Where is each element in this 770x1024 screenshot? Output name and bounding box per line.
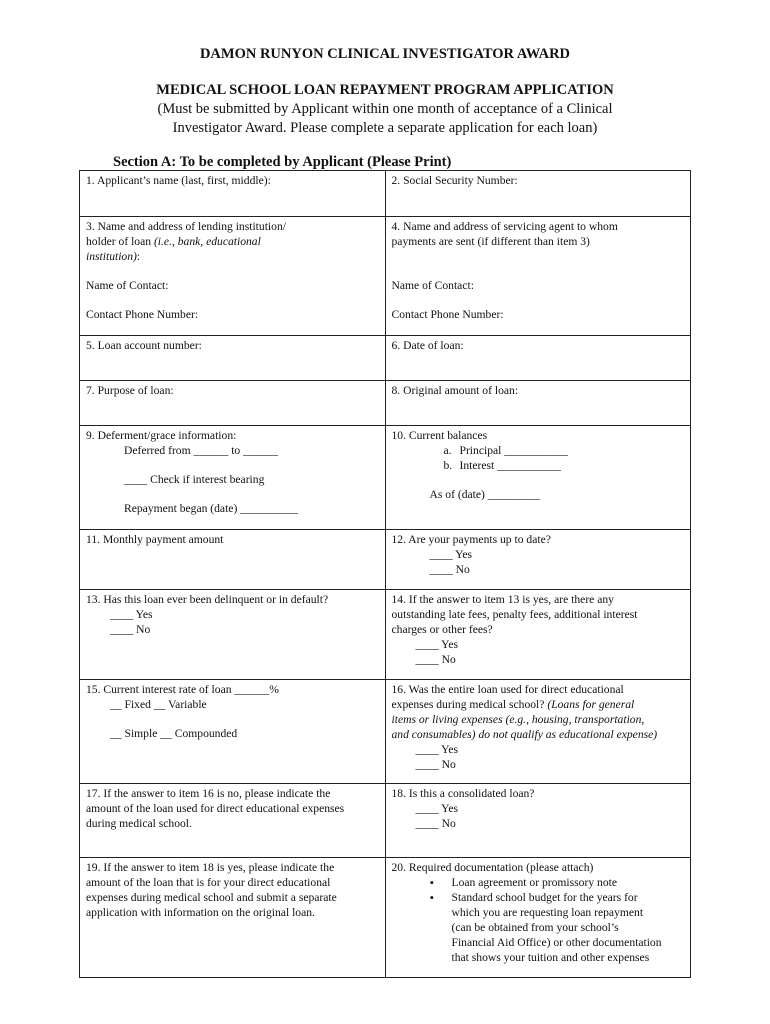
field-label: 8. Original amount of loan:: [391, 384, 519, 397]
field-label: 20. Required documentation (please attach): [391, 861, 594, 874]
yes-option[interactable]: ____ Yes: [415, 802, 459, 815]
field-date-of-loan[interactable]: [385, 336, 691, 381]
field-label: 19. If the answer to item 18 is yes, please indicate the: [86, 861, 335, 874]
instructions-line-2: Investigator Award. Please complete a separate application for each loan): [172, 120, 598, 136]
field-label: 18. Is this a consolidated loan?: [391, 787, 535, 800]
field-payments-up-to-date[interactable]: [385, 530, 691, 590]
form-title: DAMON RUNYON CLINICAL INVESTIGATOR AWARD: [199, 46, 571, 62]
field-label: 5. Loan account number:: [86, 339, 202, 352]
field-amount-direct-expenses[interactable]: [80, 784, 386, 858]
field-label: 15. Current interest rate of loan ______%: [86, 683, 279, 696]
field-label: 1. Applicant’s name (last, first, middle):: [86, 174, 271, 187]
field-label: amount of the loan used for direct educational expenses: [86, 802, 345, 815]
name-of-contact-label: Name of Contact:: [391, 279, 474, 292]
contact-phone-label: Contact Phone Number:: [86, 308, 199, 321]
form-subtitle: MEDICAL SCHOOL LOAN REPAYMENT PROGRAM APPLICATION: [156, 82, 614, 98]
field-current-balances[interactable]: [385, 426, 691, 530]
list-item: • Standard school budget for the years for which you are requesting loan repayment (can be obtained from your school’s Financial Aid Office) or other documentation that shows your tuition and other expenses: [452, 890, 685, 965]
as-of-date: As of (date) _________: [429, 488, 540, 501]
field-label: application with information on the original loan.: [86, 906, 315, 919]
field-delinquent[interactable]: [80, 590, 386, 680]
field-label: 2. Social Security Number:: [391, 174, 518, 187]
yes-option[interactable]: ____ Yes: [110, 608, 153, 621]
no-option[interactable]: ____ No: [429, 563, 470, 576]
name-of-contact-label: Name of Contact:: [86, 279, 169, 292]
field-outstanding-fees[interactable]: [385, 590, 691, 680]
field-monthly-payment[interactable]: [80, 530, 386, 590]
field-note: items or living expenses (e.g., housing, transportation,: [391, 713, 645, 726]
field-lending-institution[interactable]: [80, 217, 386, 336]
field-consolidated-amount[interactable]: [80, 858, 386, 978]
contact-phone-label: Contact Phone Number:: [391, 308, 504, 321]
yes-option[interactable]: ____ Yes: [415, 638, 459, 651]
field-purpose-of-loan[interactable]: [80, 381, 386, 426]
no-option[interactable]: ____ No: [415, 758, 456, 771]
field-ssn[interactable]: [385, 171, 691, 217]
field-interest-rate[interactable]: [80, 680, 386, 784]
field-label: 7. Purpose of loan:: [86, 384, 174, 397]
application-form-table: [79, 170, 691, 978]
fixed-variable-options[interactable]: __ Fixed __ Variable: [110, 698, 207, 711]
field-label: 16. Was the entire loan used for direct educational: [391, 683, 624, 696]
principal-line: a. Principal ___________: [443, 444, 569, 457]
deferred-from-to: Deferred from ______ to ______: [124, 444, 278, 457]
field-consolidated-loan[interactable]: [385, 784, 691, 858]
interest-bearing-check[interactable]: ____ Check if interest bearing: [124, 473, 265, 486]
field-label: charges or other fees?: [391, 623, 493, 636]
field-applicant-name[interactable]: [80, 171, 386, 217]
field-servicing-agent[interactable]: [385, 217, 691, 336]
field-label: during medical school.: [86, 817, 192, 830]
field-label: 13. Has this loan ever been delinquent or in default?: [86, 593, 329, 606]
repayment-began: Repayment began (date) __________: [124, 502, 299, 515]
field-label: payments are sent (if different than item 3): [391, 235, 590, 248]
field-label: expenses during medical school and submit a separate: [86, 891, 337, 904]
field-educational-expenses[interactable]: [385, 680, 691, 784]
instructions-line-1: (Must be submitted by Applicant within one month of acceptance of a Clinical: [157, 101, 613, 117]
no-option[interactable]: ____ No: [415, 817, 456, 830]
field-label: 4. Name and address of servicing agent to whom: [391, 220, 618, 233]
field-label: 3. Name and address of lending institution/: [86, 220, 286, 233]
field-label: holder of loan (i.e., bank, educational: [86, 235, 261, 248]
field-loan-account-number[interactable]: [80, 336, 386, 381]
field-label: 10. Current balances: [391, 429, 488, 442]
interest-line: b. Interest ___________: [443, 459, 561, 472]
field-label: 6. Date of loan:: [391, 339, 464, 352]
simple-compounded-options[interactable]: __ Simple __ Compounded: [110, 727, 238, 740]
field-label: 9. Deferment/grace information:: [86, 429, 237, 442]
list-item: • Loan agreement or promissory note: [452, 875, 685, 890]
field-note: and consumables) do not qualify as educational expense): [391, 728, 658, 741]
section-a-heading: Section A: To be completed by Applicant (Please Print): [113, 154, 452, 170]
field-label: 14. If the answer to item 13 is yes, are there any: [391, 593, 614, 606]
field-label: 17. If the answer to item 16 is no, please indicate the: [86, 787, 331, 800]
field-label: outstanding late fees, penalty fees, additional interest: [391, 608, 638, 621]
yes-option[interactable]: ____ Yes: [429, 548, 473, 561]
field-label: amount of the loan that is for your direct educational: [86, 876, 331, 889]
field-label: expenses during medical school? (Loans for general: [391, 698, 635, 711]
yes-option[interactable]: ____ Yes: [415, 743, 459, 756]
documentation-list: [392, 875, 685, 965]
field-label: institution):: [86, 250, 141, 263]
no-option[interactable]: ____ No: [110, 623, 151, 636]
no-option[interactable]: ____ No: [415, 653, 456, 666]
field-deferment-info[interactable]: [80, 426, 386, 530]
field-label: 11. Monthly payment amount: [86, 533, 224, 546]
field-label: 12. Are your payments up to date?: [391, 533, 551, 546]
field-original-amount[interactable]: [385, 381, 691, 426]
field-required-documentation[interactable]: [385, 858, 691, 978]
